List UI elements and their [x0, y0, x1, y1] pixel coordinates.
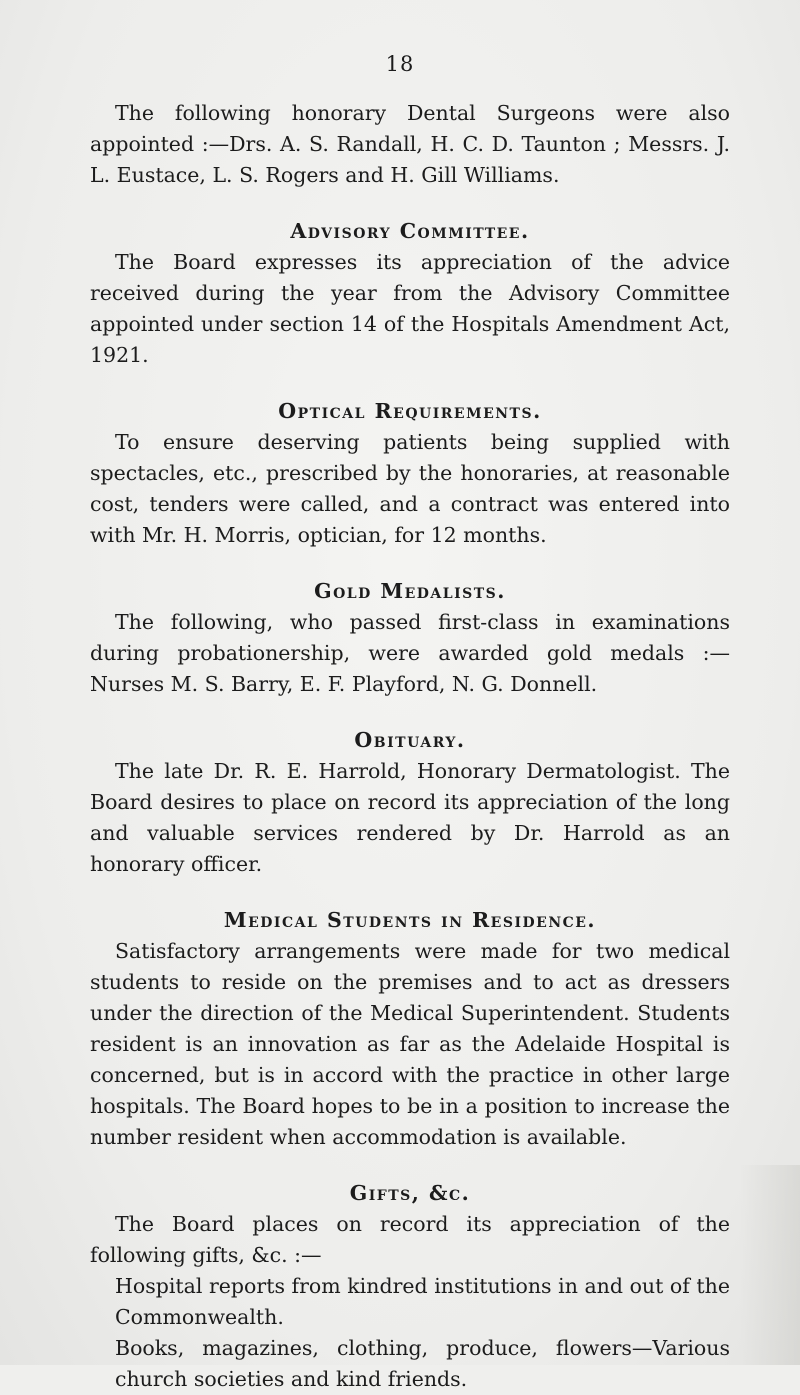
- advisory-committee-paragraph: The Board expresses its appreciation of the advice received during the year from the Advisory Committee appointed under section 14 of the Hospitals Amendment Act, 1921.: [90, 250, 730, 367]
- advisory-committee-heading: Advisory Committee.: [290, 219, 530, 243]
- optical-requirements-paragraph: To ensure deserving patients being supplied with spectacles, etc., prescribed by the honoraries, at reasonable cost, tenders were called, and a contract was entered into with Mr. H. Morris, optician, for 12 months.: [90, 430, 730, 547]
- obituary-paragraph: The late Dr. R. E. Harrold, Honorary Dermatologist. The Board desires to place on record its appreciation of the long and valuable services rendered by Dr. Harrold as an honorary officer.: [90, 759, 730, 876]
- page-number: 18: [385, 52, 415, 76]
- gifts-heading: Gifts, &c.: [349, 1181, 471, 1205]
- gifts-item-books: Books, magazines, clothing, produce, flowers—Various church societies and kind friends.: [115, 1336, 730, 1391]
- page-body: [90, 98, 730, 1395]
- medical-students-paragraph: Satisfactory arrangements were made for two medical students to reside on the premises and to act as dressers under the direction of the Medical Superintendent. Students resident is an innovation as far as the Adelaide Hospital is concerned, but is in accord with the practice in other large hospitals. The Board hopes to be in a position to increase the number resident when accommodation is available.: [90, 939, 730, 1149]
- gifts-paragraph: The Board places on record its appreciation of the following gifts, &c. :—: [90, 1212, 730, 1267]
- dental-surgeons-paragraph: The following honorary Dental Surgeons were also appointed :—Drs. A. S. Randall, H. C. D. Taunton ; Messrs. J. L. Eustace, L. S. Rogers and H. Gill Williams.: [90, 101, 730, 187]
- page-edge-shading: [740, 1165, 800, 1365]
- optical-requirements-heading: Optical Requirements.: [278, 399, 542, 423]
- gifts-item-hospital-reports: Hospital reports from kindred institutions in and out of the Commonwealth.: [115, 1274, 730, 1329]
- gold-medalists-paragraph: The following, who passed first-class in examinations during probationership, were awarded gold medals :—Nurses M. S. Barry, E. F. Playford, N. G. Donnell.: [90, 610, 730, 696]
- gold-medalists-heading: Gold Medalists.: [314, 579, 506, 603]
- medical-students-heading: Medical Students in Residence.: [223, 908, 597, 932]
- obituary-heading: Obituary.: [354, 728, 466, 752]
